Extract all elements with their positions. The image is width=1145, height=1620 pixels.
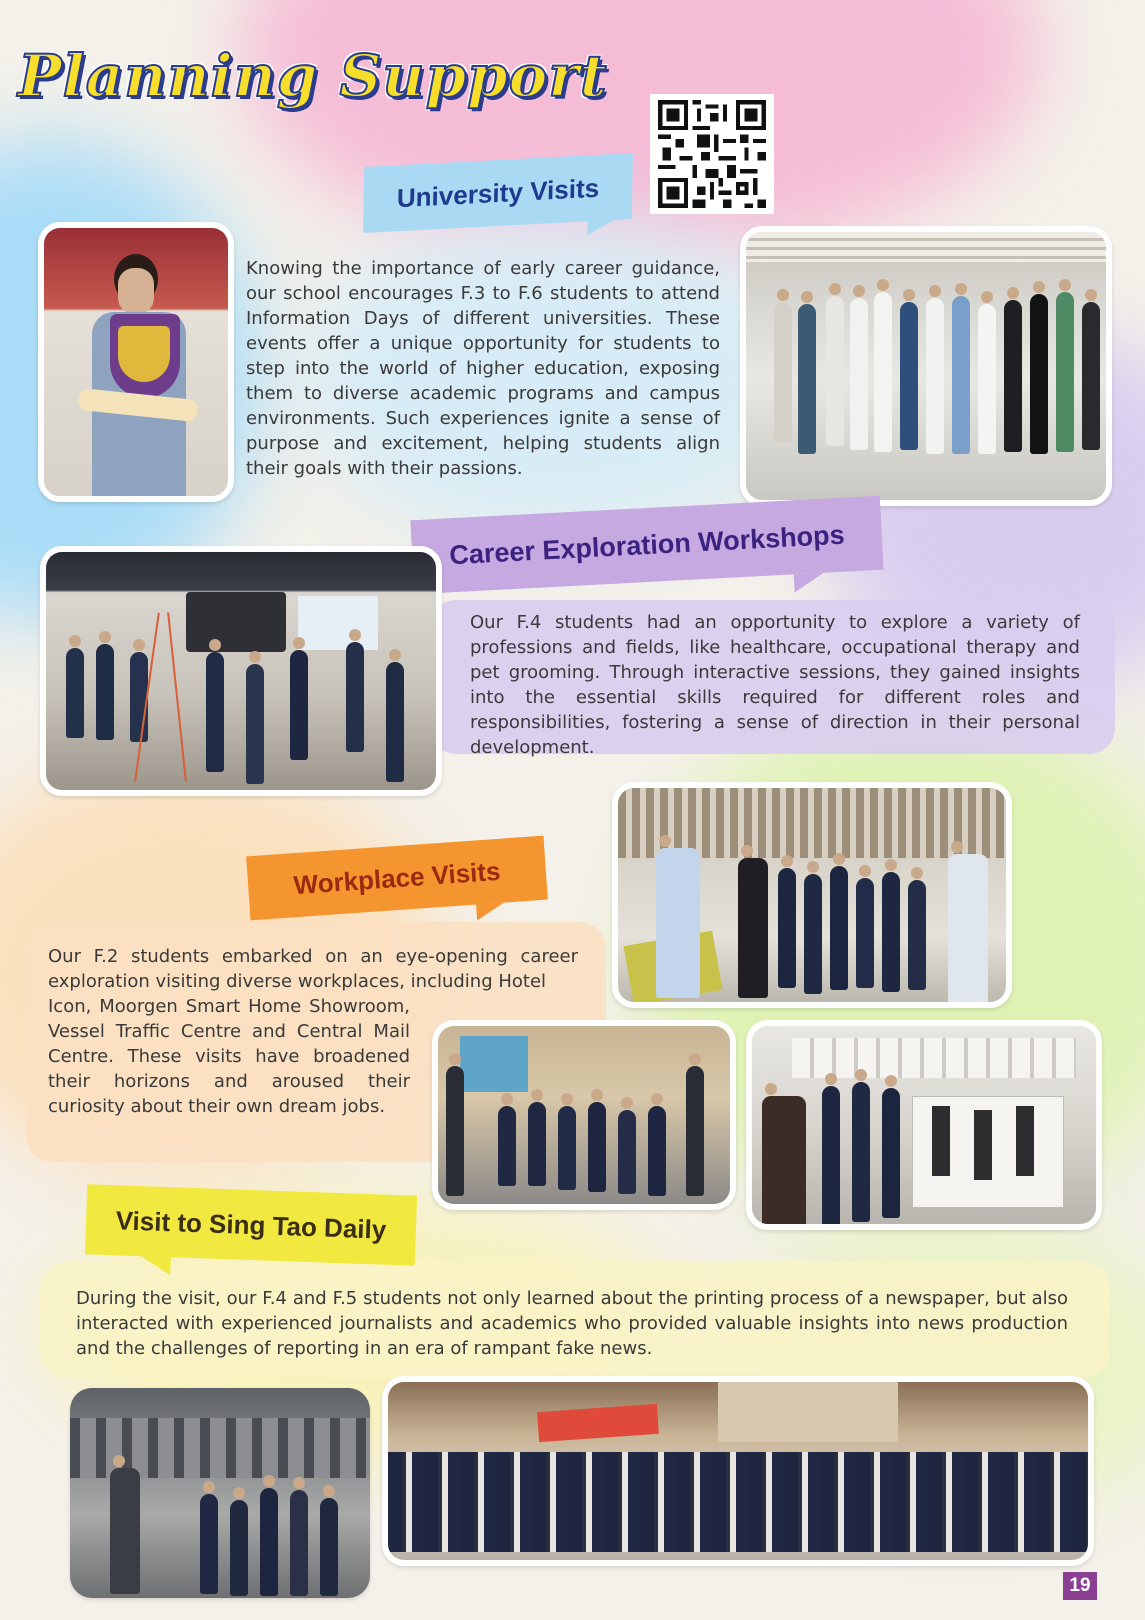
workplace-visits-heading (246, 836, 548, 921)
workplace-visits-text: Icon, Moorgen Smart Home Showroom, Vessel Traffic Centre and Central Mail Centre. These visits have broadened their horizons and aroused their curiosity about their own dream jobs. (48, 996, 410, 1117)
workplace-visits-intro-text: Our F.2 students embarked on an eye-opening career exploration visiting diverse workplaces, including Hotel (48, 946, 578, 992)
ribbon-tail (587, 220, 613, 235)
qr-code-icon[interactable] (650, 94, 774, 214)
photo-vessel-traffic-centre-meeting (432, 1020, 736, 1210)
ribbon-tail (140, 1256, 171, 1275)
university-visits-heading (363, 153, 633, 233)
career-workshops-heading (410, 496, 883, 594)
photo-printing-plant (70, 1388, 370, 1598)
photo-technical-workshop (612, 782, 1012, 1008)
career-workshops-text: Our F.4 students had an opportunity to explore a variety of professions and fields, like healthcare, occupational therapy and pet grooming. Through interactive sessions, they gained insights into the essential skills required for different roles and responsibilities, fostering a sense of direction in their personal development. (470, 612, 1080, 758)
photo-student-with-university-banner (38, 222, 234, 502)
sing-tao-heading-text: Visit to Sing Tao Daily (115, 1204, 387, 1245)
photo-sing-tao-group (382, 1376, 1094, 1566)
photo-career-workshop-classroom (40, 546, 442, 796)
university-visits-heading-text: University Visits (396, 172, 600, 213)
sing-tao-heading (85, 1184, 417, 1265)
university-visits-text: Knowing the importance of early career guidance, our school encourages F.3 to F.6 students to attend Information Days of different universities. These events offer a unique opportunity for students to step into the world of higher education, exposing them to diverse academic programs and campus environments. Such experiences ignite a sense of purpose and excitement, helping students align their goals with their passions. (246, 258, 720, 479)
ribbon-tail (476, 903, 505, 921)
page-title: Planning Support (18, 42, 608, 110)
photo-smart-home-showroom (746, 1020, 1102, 1230)
workplace-visits-heading-text: Workplace Visits (292, 855, 502, 900)
ribbon-tail (794, 573, 825, 593)
sing-tao-text: During the visit, our F.4 and F.5 students not only learned about the printing process of a newspaper, but also interacted with experienced journalists and academics who provided valuable insights into news production and the challenges of reporting in an era of rampant fake news. (76, 1288, 1068, 1359)
photo-university-info-day-group (740, 226, 1112, 506)
page-number: 19 (1063, 1572, 1097, 1600)
career-workshops-heading-text: Career Exploration Workshops (448, 519, 846, 570)
